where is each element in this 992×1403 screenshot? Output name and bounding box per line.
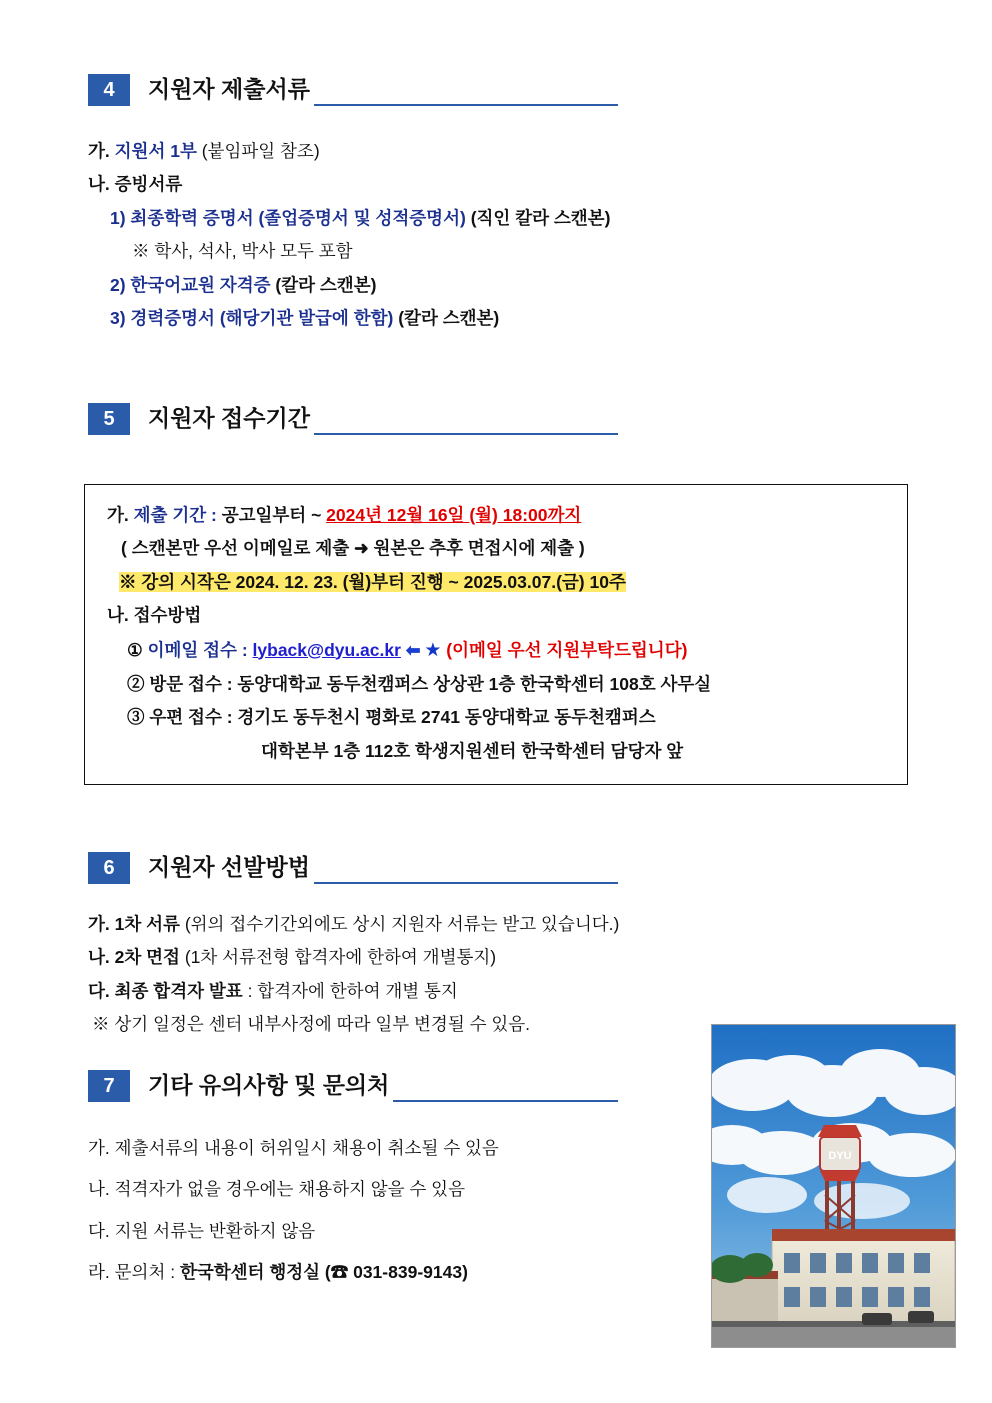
section-4-body	[88, 135, 908, 335]
section-6-number: 6	[88, 852, 130, 884]
section-7-body	[88, 1128, 658, 1294]
selection-step-1: 가. 1차 서류 (위의 접수기간외에도 상시 지원자 서류는 받고 있습니다.)	[88, 914, 620, 934]
section-4-number: 4	[88, 74, 130, 106]
section-5-heading	[88, 403, 618, 435]
selection-schedule-note: ※ 상기 일정은 센터 내부사정에 따라 일부 변경될 수 있음.	[92, 1014, 531, 1035]
notice-false-documents: 가. 제출서류의 내용이 허위일시 채용이 취소될 수 있음	[88, 1138, 499, 1158]
email-link[interactable]: lyback@dyu.ac.kr	[252, 639, 401, 660]
submission-period-line: 가. 제출 기간 : 공고일부터 ~ 2024년 12월 16일 (월) 18:00까지	[107, 505, 582, 525]
section-5-title: 지원자 접수기간	[148, 405, 310, 431]
reception-post-line-2: 대학본부 1층 112호 학생지원센터 한국학센터 담당자 앞	[261, 740, 684, 761]
doc-subitem-degree-certificate: 1) 최종학력 증명서 (졸업증명서 및 성적증명서) (직인 칼라 스캔본)	[110, 207, 611, 228]
doc-subitem-korean-teacher-license: 2) 한국어교원 자격증 (칼라 스캔본)	[110, 274, 377, 295]
notice-no-qualified-candidate: 나. 적격자가 없을 경우에는 채용하지 않을 수 있음	[88, 1179, 465, 1200]
application-period-box	[84, 484, 908, 785]
section-6-heading	[88, 852, 618, 884]
selection-final-announcement: 다. 최종 합격자 발표 : 합격자에 한하여 개별 통지	[88, 980, 458, 1001]
arrow-left-icon: ⬅	[405, 639, 420, 660]
section-4-heading	[88, 74, 618, 106]
water-tower-label: DYU	[828, 1150, 852, 1162]
section-7-rule	[393, 1070, 618, 1102]
doc-note-degrees: ※ 학사, 석사, 박사 모두 포함	[132, 241, 353, 262]
section-5-number: 5	[88, 403, 130, 435]
reception-post-line: ③ 우편 접수 : 경기도 동두천시 평화로 2741 동양대학교 동두천캠퍼스	[127, 707, 656, 728]
reception-email-line: ① 이메일 접수 : lyback@dyu.ac.kr ⬅ ★ (이메일 우선 지원부탁드립니다)	[127, 639, 688, 661]
section-4-title: 지원자 제출서류	[148, 76, 310, 102]
section-6-title: 지원자 선발방법	[148, 854, 310, 880]
notice-no-return: 다. 지원 서류는 반환하지 않음	[88, 1220, 316, 1241]
section-4-rule	[314, 74, 618, 106]
doc-item-application-form: 가. 지원서 1부 (붙임파일 참조)	[88, 141, 320, 161]
campus-photo	[711, 1024, 956, 1348]
section-7-number: 7	[88, 1070, 130, 1102]
section-6-rule	[314, 852, 618, 884]
contact-line: 라. 문의처 : 한국학센터 행정실 (☎ 031-839-9143)	[88, 1262, 468, 1283]
doc-subitem-career-certificate: 3) 경력증명서 (해당기관 발급에 한함) (칼라 스캔본)	[110, 307, 500, 328]
section-6-body	[88, 908, 908, 1042]
section-7-title: 기타 유의사항 및 문의처	[148, 1072, 390, 1098]
class-start-note: ※ 강의 시작은 2024. 12. 23. (월)부터 진행 ~ 2025.03.07.(금) 10주	[119, 571, 626, 592]
reception-visit-line: ② 방문 접수 : 동양대학교 동두천캠퍼스 상상관 1층 한국학센터 108호 사무실	[127, 674, 712, 695]
campus-photo-illustration	[712, 1025, 955, 1347]
section-5-rule	[314, 403, 618, 435]
reception-method-label: 나. 접수방법	[107, 605, 202, 626]
doc-item-proof-documents: 나. 증빙서류	[88, 174, 183, 195]
submission-method-note: ( 스캔본만 우선 이메일로 제출 ➜ 원본은 추후 면접시에 제출 )	[121, 538, 585, 559]
section-7-heading	[88, 1070, 618, 1102]
selection-step-2: 나. 2차 면접 (1차 서류전형 합격자에 한하여 개별통지)	[88, 947, 497, 968]
star-icon: ★	[424, 639, 442, 661]
